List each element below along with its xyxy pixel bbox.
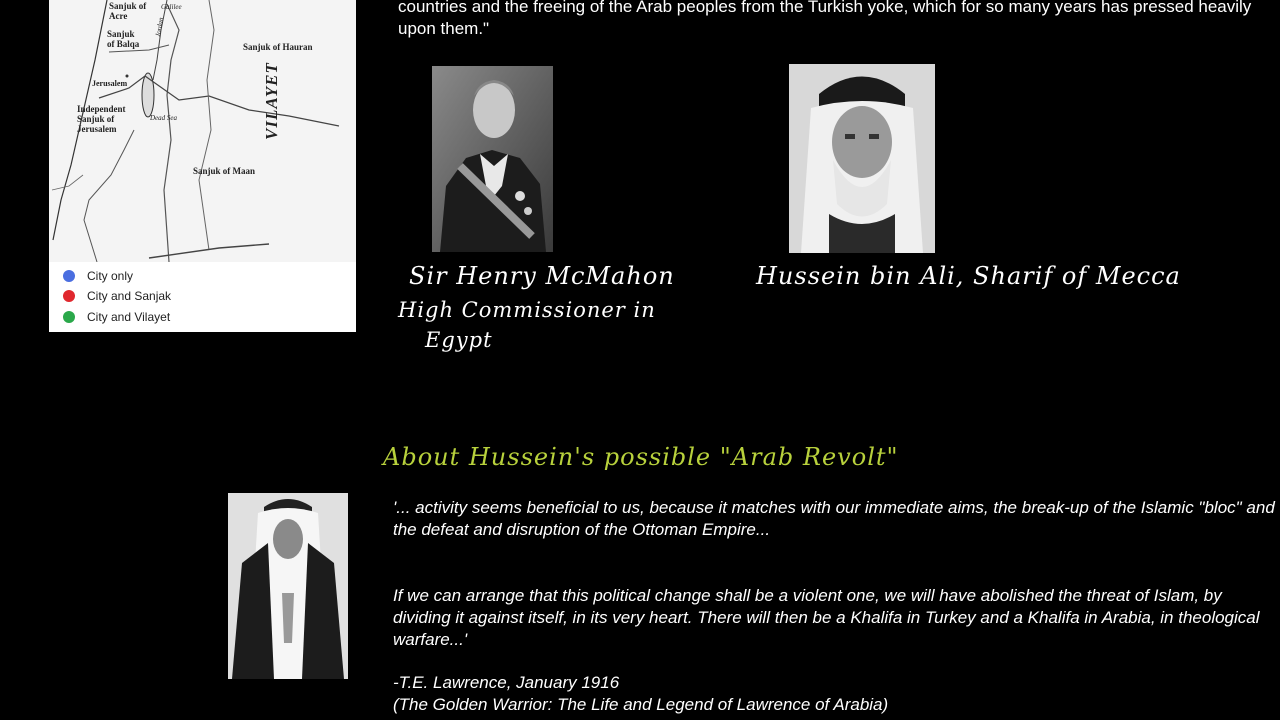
label-dead-sea: Dead Sea <box>150 114 178 122</box>
lawrence-portrait <box>228 493 348 679</box>
label-sanjuk-maan: Sanjuk of Maan <box>193 166 256 176</box>
green-dot-icon <box>63 311 75 323</box>
palestine-map <box>49 0 356 262</box>
label-vilayet: VILAYET <box>262 62 281 140</box>
legend-item <box>63 267 133 285</box>
mcmahon-title-line2: Egypt <box>425 328 493 352</box>
label-sanjuk-acre: Sanjuk of Acre <box>109 1 147 21</box>
hussein-portrait <box>789 64 935 253</box>
map-panel <box>49 0 356 332</box>
label-jerusalem: Jerusalem <box>92 79 128 88</box>
top-quote: countries and the freeing of the Arab peoples from the Turkish yoke, which for so many years has pressed heavily upon them." <box>398 0 1252 38</box>
blue-dot-icon <box>63 270 75 282</box>
legend-label: City and Vilayet <box>87 310 171 324</box>
legend-label: City only <box>87 269 134 283</box>
label-independent-sanjuk: Independent Sanjuk of Jerusalem <box>77 104 126 134</box>
label-sanjuk-balqa: Sanjuk of Balqa <box>107 29 140 49</box>
about-heading: About Hussein's possible "Arab Revolt" <box>383 443 899 471</box>
label-jordan: Jordan <box>153 16 166 38</box>
mcmahon-portrait <box>432 66 553 252</box>
label-galilee: Galilee <box>161 3 182 11</box>
hussein-name: Hussein bin Ali, Sharif of Mecca <box>756 262 1181 290</box>
mcmahon-name: Sir Henry McMahon <box>409 262 675 290</box>
map-legend <box>49 262 356 332</box>
legend-item <box>63 287 171 305</box>
quote-paragraph-1: '... activity seems beneficial to us, because it matches with our immediate aims, the break-up of the Islamic "bloc" and the defeat and disruption of the Ottoman Empire... <box>393 498 1275 539</box>
mcmahon-title-line1: High Commissioner in <box>398 298 656 322</box>
quote-attribution: -T.E. Lawrence, January 1916 <box>393 673 620 692</box>
label-sanjuk-hauran: Sanjuk of Hauran <box>243 42 313 52</box>
red-dot-icon <box>63 290 75 302</box>
legend-label: City and Sanjak <box>87 289 172 303</box>
quote-source: (The Golden Warrior: The Life and Legend of Lawrence of Arabia) <box>393 695 889 714</box>
legend-item <box>63 308 170 326</box>
quote-paragraph-2: If we can arrange that this political change shall be a violent one, we will have abolished the threat of Islam, by dividing it against itself, in its very heart. There will then be a Khalifa in Turkey and a Khalifa in Arabia, in theological warfare...' <box>393 586 1260 649</box>
